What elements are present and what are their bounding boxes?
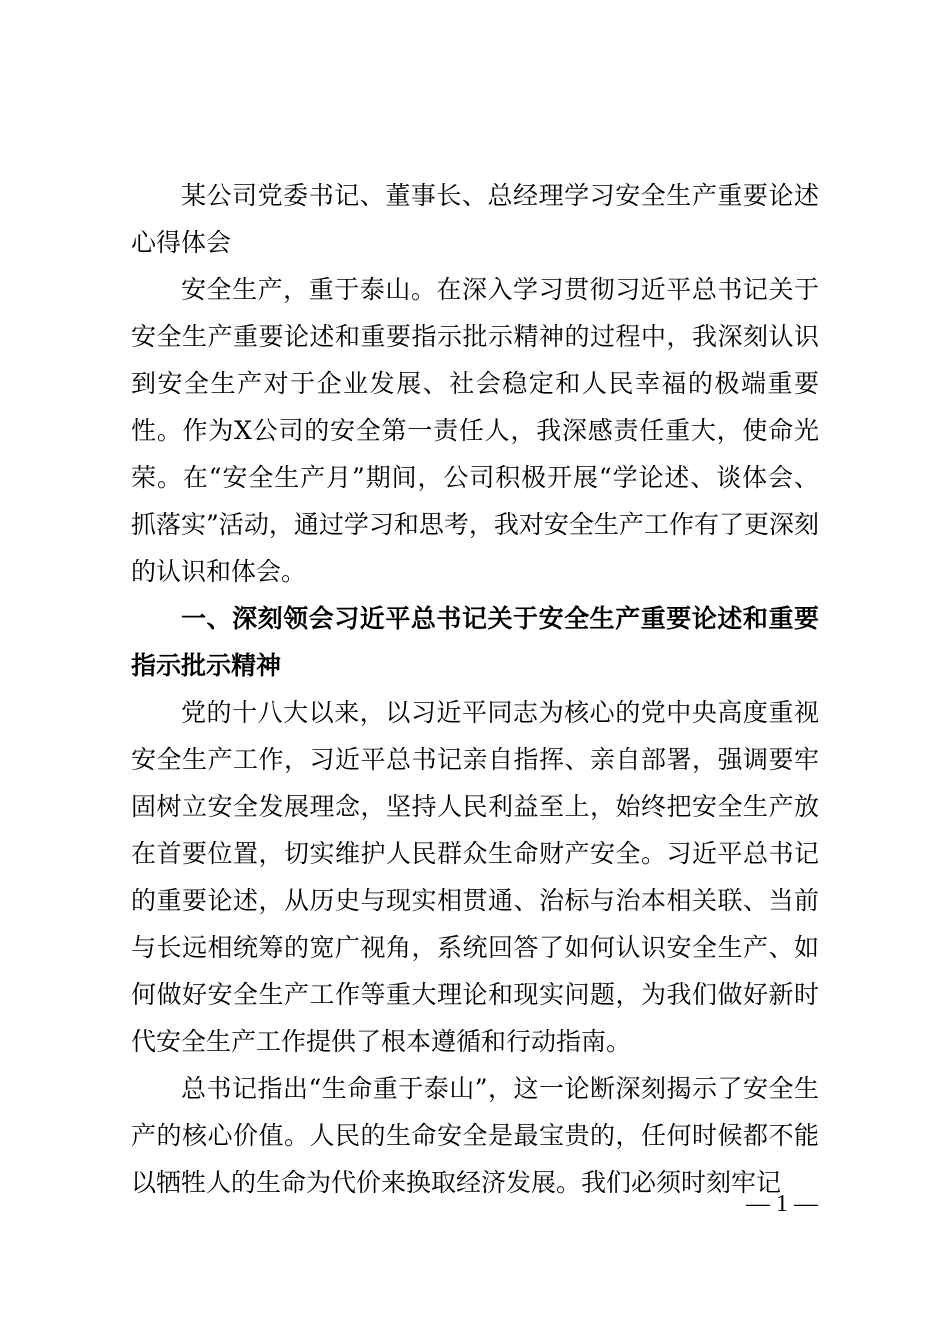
- intro-paragraph: 安全生产，重于泰山。在深入学习贯彻习近平总书记关于安全生产重要论述和重要指示批示精神的过程中，我深刻认识到安全生产对于企业发展、社会稳定和人民幸福的极端重要性。作为X公司的安全第一责任人，我深感责任重大，使命光荣。在“安全生产月”期间，公司积极开展“学论述、谈体会、抓落实”活动，通过学习和思考，我对安全生产工作有了更深刻的认识和体会。: [131, 275, 819, 586]
- page-number: — 1 —: [746, 1191, 818, 1217]
- document-body: [131, 172, 819, 1206]
- section-1-paragraph-1: 党的十八大以来，以习近平同志为核心的党中央高度重视安全生产工作，习近平总书记亲自指挥、亲自部署，强调要牢固树立安全发展理念，坚持人民利益至上，始终把安全生产放在首要位置，切实维护人民群众生命财产安全。习近平总书记的重要论述，从历史与现实相贯通、治标与治本相关联、当前与长远相统筹的宽广视角，系统回答了如何认识安全生产、如何做好安全生产工作等重大理论和现实问题，为我们做好新时代安全生产工作提供了根本遵循和行动指南。: [131, 698, 819, 1056]
- section-1-paragraph-2: 总书记指出“生命重于泰山”，这一论断深刻揭示了安全生产的核心价值。人民的生命安全是最宝贵的，任何时候都不能以牺牲人的生命为代价来换取经济发展。我们必须时刻牢记: [131, 1074, 819, 1197]
- document-title: 某公司党委书记、董事长、总经理学习安全生产重要论述心得体会: [131, 181, 819, 257]
- section-1-heading: 一、深刻领会习近平总书记关于安全生产重要论述和重要指示批示精神: [131, 604, 819, 680]
